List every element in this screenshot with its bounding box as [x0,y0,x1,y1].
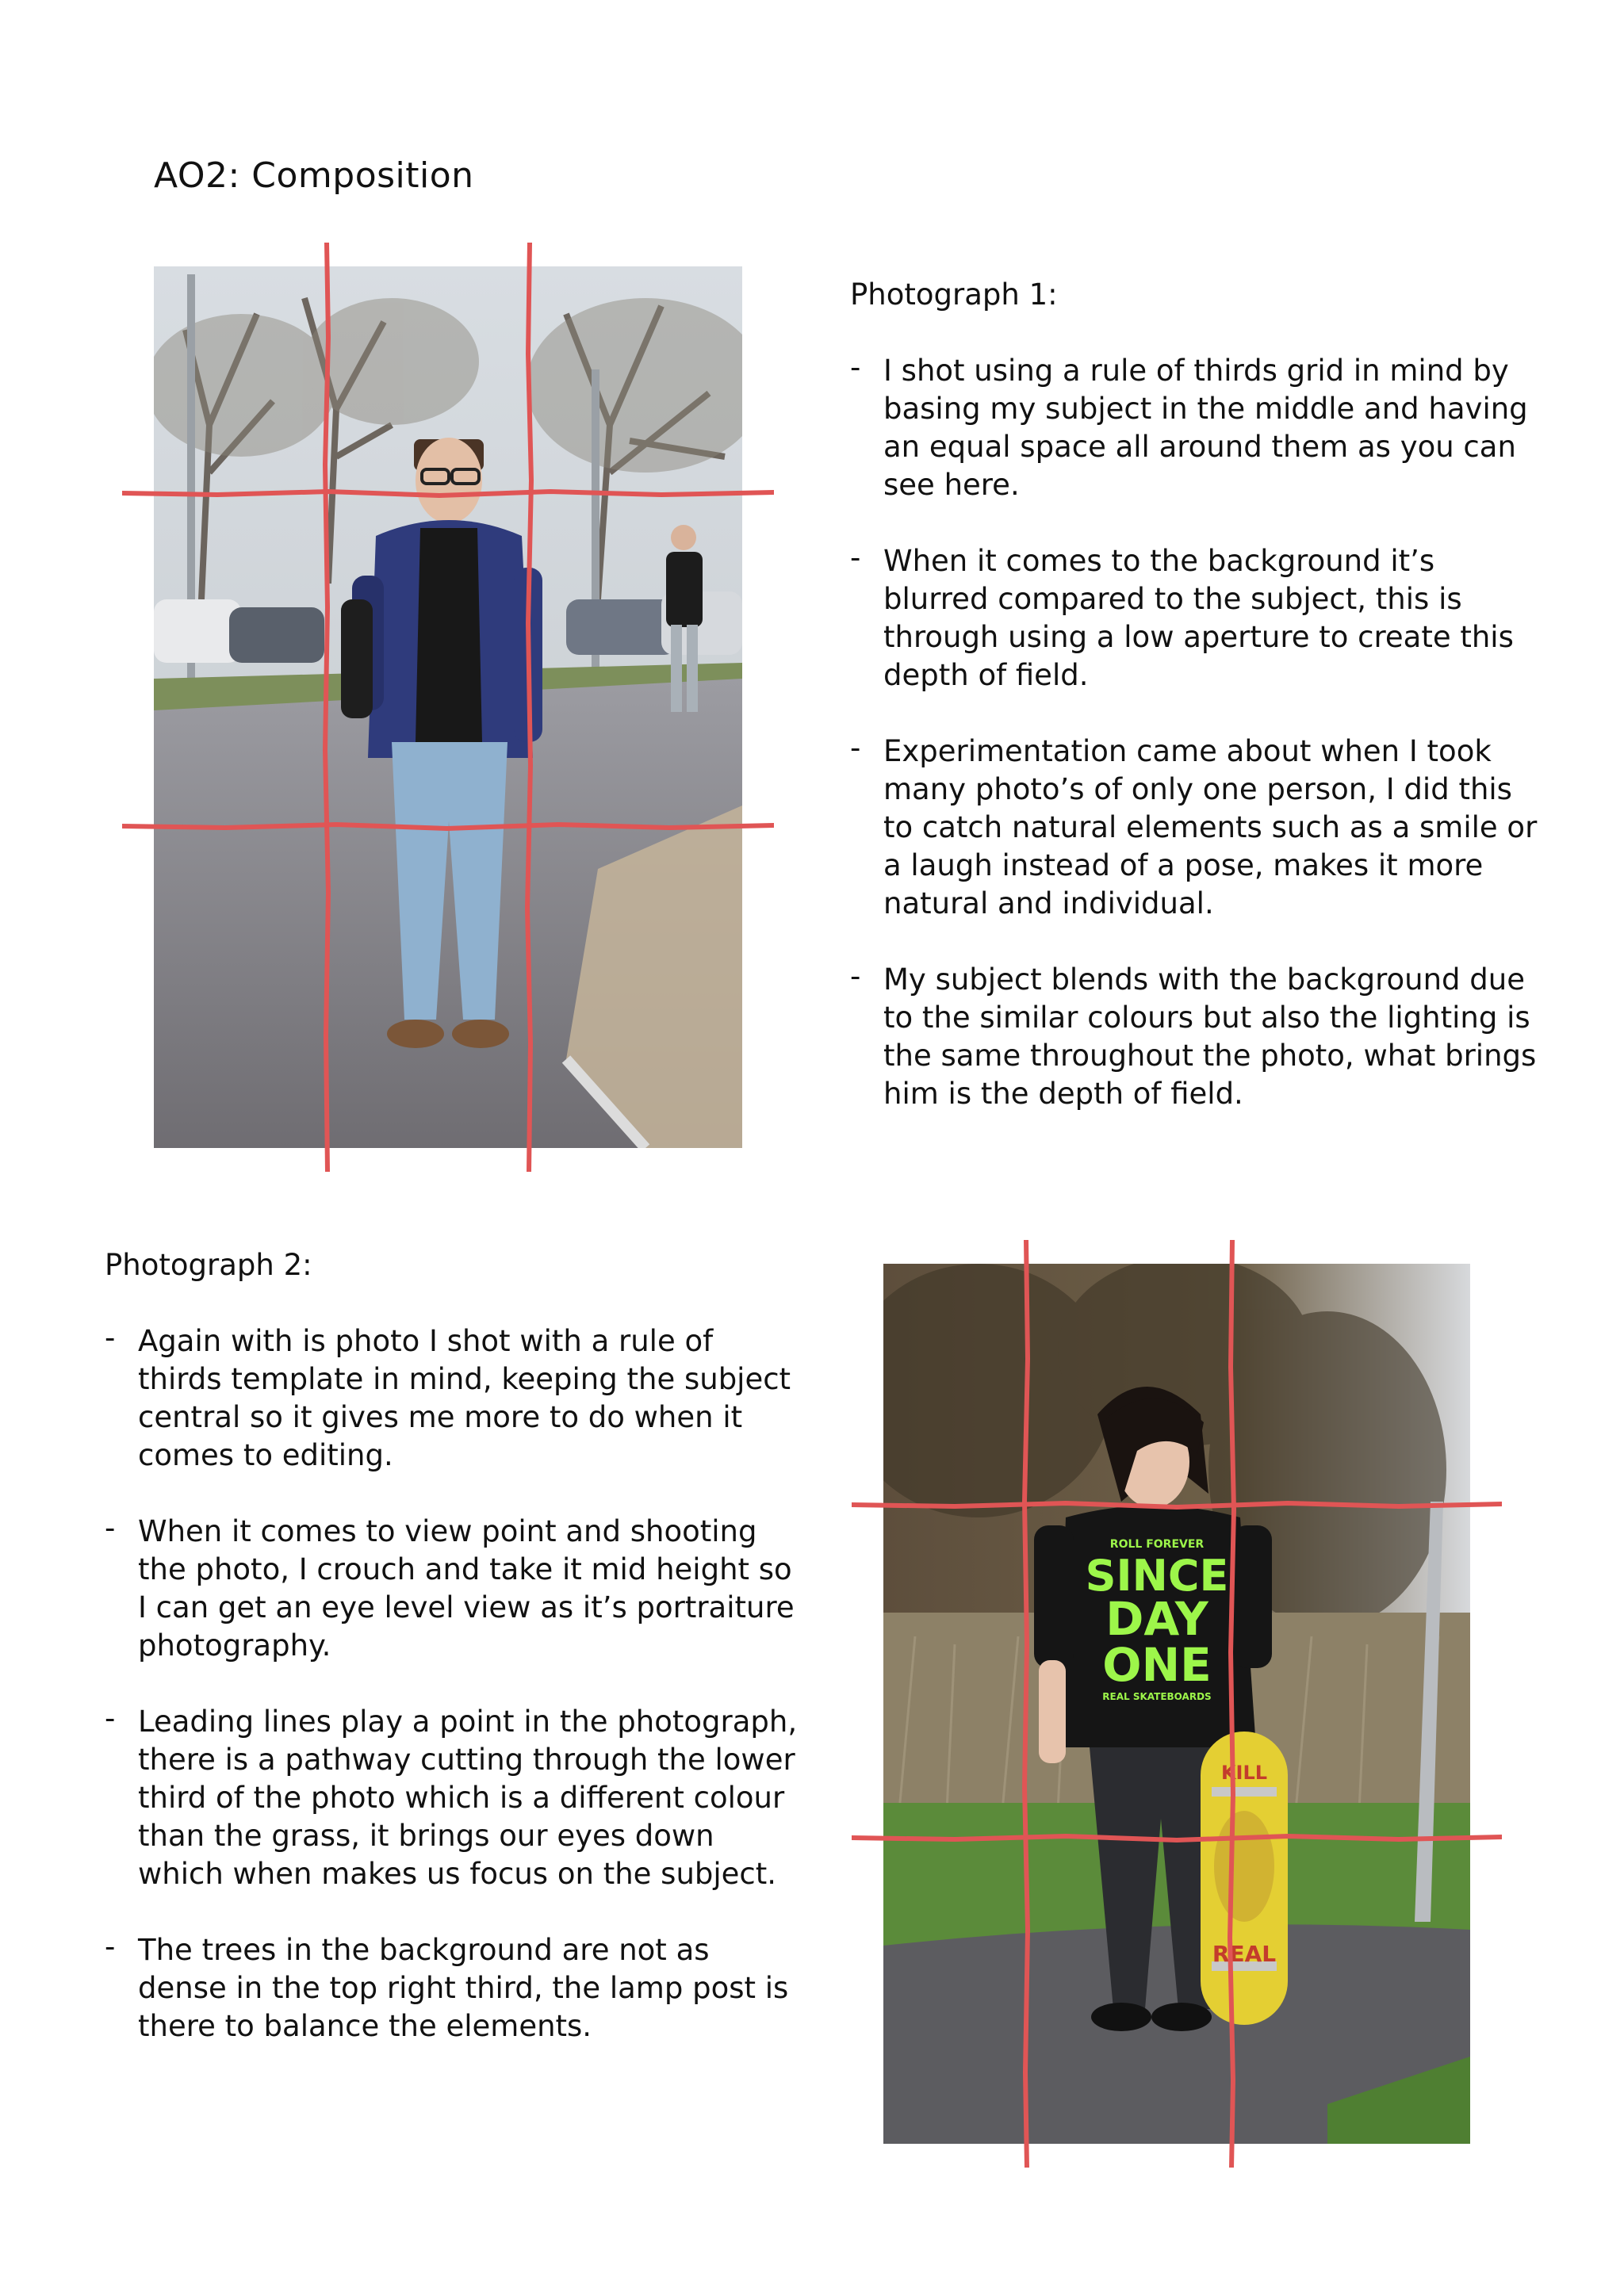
shirt-print-line-2: DAY [1105,1592,1208,1646]
photograph-1-image [154,266,742,1148]
list-item: - Leading lines play a point in the photograph, there is a pathway cutting through the lower third of the photo which is a different colour than the grass, it brings our eyes down which when makes us focus on the subject. [105,1703,802,1893]
shirt-print-line-3: ONE [1102,1638,1212,1692]
list-item: - Experimentation came about when I took many photo’s of only one person, I did this to catch natural elements such as a smile or a laugh instead of a pose, makes it more natural and individual. [850,733,1548,923]
photograph-1-scene [154,266,742,1148]
photograph-1-section [850,276,1548,1151]
photograph-2-bullets [105,1322,802,2045]
shirt-print-line-1: SINCE [1085,1551,1229,1601]
page-title: AO2: Composition [154,155,474,196]
shirt-print [1086,1538,1229,1702]
shirt-print-bottom: REAL SKATEBOARDS [1102,1691,1212,1702]
photograph-2-scene [883,1264,1470,2144]
skateboard-print-top: KILL [1220,1762,1268,1784]
list-item: - When it comes to view point and shooting the photo, I crouch and take it mid height so I can get an eye level view as it’s portraiture photography. [105,1513,802,1665]
list-item: - The trees in the background are not as dense in the top right third, the lamp post is there to balance the elements. [105,1931,802,2045]
shirt-print-top: ROLL FOREVER [1109,1538,1205,1551]
list-item: - I shot using a rule of thirds grid in mind by basing my subject in the middle and having an equal space all around them as you can see here. [850,352,1548,504]
skateboard [1201,1732,1288,2025]
photograph-2-section [105,1246,802,2084]
skateboard-print-brand: REAL [1212,1941,1277,1967]
list-item: - When it comes to the background it’s blurred compared to the subject, this is through using a low aperture to create this depth of field. [850,542,1548,695]
photograph-1-heading: Photograph 1: [850,277,1058,312]
photograph-2-heading: Photograph 2: [105,1248,312,1282]
photograph-2-image [883,1264,1470,2144]
photograph-1-bullets [850,352,1548,1113]
list-item: - My subject blends with the background due to the similar colours but also the lighting is the same throughout the photo, what brings him is the depth of field. [850,961,1548,1113]
list-item: - Again with is photo I shot with a rule of thirds template in mind, keeping the subject central so it gives me more to do when it comes to editing. [105,1322,802,1475]
